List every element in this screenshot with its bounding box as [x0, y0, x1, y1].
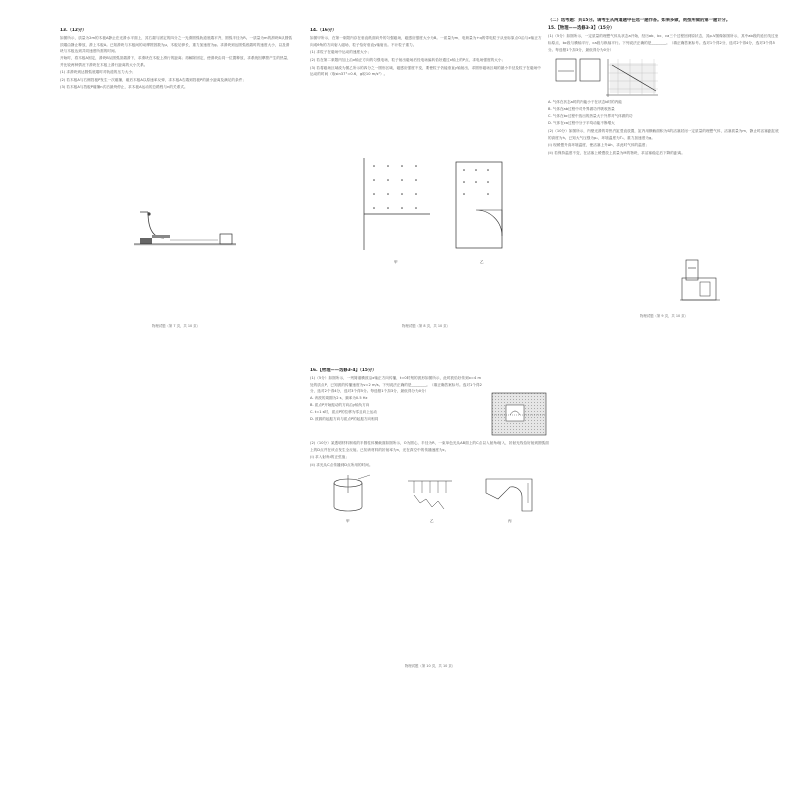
- question-16-part-2-ii: (ii) 求光从C点传播到D点所用的时间。: [310, 462, 373, 467]
- question-15-option-a: A. 气体在状态a时的内能小于在状态b时的内能: [548, 100, 622, 105]
- figure-label-yi: 乙: [480, 260, 484, 264]
- page-7-footer: 物理试题（第 7 页，共 10 页）: [151, 324, 201, 328]
- figure-label-jia: 甲: [394, 260, 398, 264]
- question-16-figure-c: [482, 473, 538, 517]
- question-16-wave-figure: [488, 375, 550, 439]
- question-16-option-a: A. 该波的周期为2 s，频率为0.5 Hz: [310, 395, 368, 400]
- figure-label-bing: 丙: [508, 518, 512, 523]
- question-15-cylinder-figure: [678, 258, 724, 304]
- question-14-figure-b: [452, 160, 512, 256]
- question-13-paragraph-2: 开始时，将木板A固定，滑块B从圆弧顶端滑下，求滑块在木板上滑行的距离；再解除固定，使滑块由同一位置释放，求系统因摩擦产生的热量，并比较两种情况下滑块在木板上滑行距离的大小关系。: [60, 55, 291, 67]
- question-14-paragraph-1: 如图甲所示，在第一象限内存在垂直纸面向外的匀强磁场，磁感应强度大小为B。一质量为m、电荷量为+q的带电粒子从坐标原点O沿与x轴正方向成θ角的方向射入磁场，粒子恰好垂直y轴射出。不计粒子重力。: [310, 36, 542, 47]
- page-8-footer: 物理试题（第 8 页，共 10 页）: [401, 324, 451, 328]
- question-13-figure: [130, 204, 240, 254]
- page-9-footer: 物理试题（第 9 页，共 10 页）: [639, 314, 689, 318]
- question-16-head: 16.【物理——选修3-4】（15分）: [310, 368, 377, 373]
- question-15-option-b: B. 气体在ab过程中对外界做功并吸收热量: [548, 107, 615, 112]
- question-15-head: 15.【物理——选修3-3】（15分）: [548, 26, 615, 32]
- question-14-head: 14.（16分）: [310, 28, 337, 33]
- question-15-figure: [548, 53, 780, 99]
- page-8: [310, 28, 542, 328]
- question-13-part-1: (1) 求滑块到达圆弧底端时对轨道的压力大小；: [60, 70, 136, 75]
- question-13-paragraph-1: 如图所示，质量为2m的木板A静止在光滑水平面上，其右端与固定的四分之一光滑圆弧轨道底端平齐，圆弧半径为R。一质量为m的滑块B从圆弧顶端由静止释放，滑上木板A。已知滑块与木板间的动摩擦因数为μ，木板足够长，重力加速度为g。求滑块到达圆弧底端时的速度大小，以及滑块与木板达到共同速度所需的时间。: [60, 36, 292, 54]
- figure-label-jia: 甲: [346, 518, 350, 523]
- figure-label-yi: 乙: [430, 518, 434, 523]
- question-14-part-3: (3) 若将磁场区域改为图乙所示的四分之一圆形区域，磁感应强度不变，要使粒子仍能垂直y轴射出，求圆形磁场区域的最小半径及粒子在磁场中运动的时间（取sin37°=0.6，g取10 m/s²）。: [310, 65, 541, 77]
- question-16-option-c: C. t=1 s时，质点P的位移为零且向上运动: [310, 409, 377, 414]
- question-16-option-b: B. 质点P开始振动的方向沿y轴负方向: [310, 402, 370, 407]
- question-15-part-2: (2)（10分）如图所示，内壁光滑的导热汽缸竖直放置，缸内用横截面积为S的活塞封闭一定质量的理想气体，活塞质量为m，静止时活塞距缸底的高度为h。已知大气压强为p₀，环境温度为T₀，重力加速度为g。: [548, 129, 779, 140]
- page-10-footer: 物理试题（第 10 页，共 10 页）: [404, 664, 456, 668]
- question-15-part-2-i: (i) 现缓慢升高环境温度，使活塞上升Δh，求此时气体的温度；: [548, 143, 650, 148]
- question-16-option-d: D. 波源的起振方向与质点P的起振方向相同: [310, 416, 379, 421]
- question-14-figure-a: [360, 156, 432, 256]
- question-16-part-2: (2)（10分）某透明材料制成的半圆柱体横截面如图所示，O为圆心，半径为R，一束单色光从AB面上的C点以入射角i射入，折射光线恰好射到圆弧面上的D点并在该点发生全反射。已知该材料的折射率为n，光在真空中的传播速度为c。: [310, 441, 549, 452]
- page-9: [548, 18, 780, 318]
- question-16-figures-row: [310, 473, 550, 529]
- elective-section-title: （二）选考题：共15分。请考生从两道题中任选一题作答。如果多做，则按所做的第一题计分。: [548, 18, 731, 23]
- question-13-part-3: (3) 若木板A与挡板P碰撞n次后最终停止，求木板A运动的总路程与n的关系式。: [60, 85, 188, 90]
- question-15-part-2-ii: (ii) 若保持温度不变，在活塞上缓慢放上质量为M的物块，求活塞稳定后下降的距离。: [548, 150, 685, 155]
- question-15-part-1: (1)（5分）如图所示，一定质量的理想气体从状态a开始，经历ab、bc、ca三个过程回到原状态，其p-V图像如图所示，其中ab段的延长线过坐标原点，bc段与横轴平行，ca段与纵轴平行。下列说法正确的是________。（填正确答案标号。选对1个得2分，选对2个得4分，选对3个得5分。每选错1个扣3分，最低得分为0分）: [548, 34, 779, 52]
- question-16-part-1: (1)（5分）如图所示，一列简谐横波沿x轴正方向传播，t=0时刻的波形如图所示，此时波恰好传到x=4 m处的质点P，已知波的传播速度为v=2 m/s。下列说法正确的是________。（填正确答案标号。选对1个得2分，选对2个得4分，选对3个得5分。每选错1个扣3分，最低得分为0分）: [310, 376, 482, 394]
- page-10: [310, 368, 550, 668]
- question-16-part-2-i: (i) 求入射角i的正弦值；: [310, 455, 349, 460]
- question-13-part-2: (2) 若木板A与右侧挡板P发生一次碰撞，碰后木板A以原速率反弹，求木板A右端到挡板P的最小距离及满足的条件；: [60, 77, 247, 82]
- question-13-head: 13.（12分）: [60, 28, 87, 33]
- question-16-figure-b: [406, 473, 458, 517]
- question-14-part-2: (2) 若在第二象限内加上沿x轴正方向的匀强电场，粒子射出磁场后经电场偏转恰好通过x轴上的P点，求电场强度的大小；: [310, 57, 506, 62]
- question-15-option-c: C. 气体在bc过程中放出的热量大于外界对气体做的功: [548, 114, 633, 119]
- page-7: [60, 28, 292, 328]
- question-14-part-1: (1) 求粒子在磁场中运动的速度大小；: [310, 50, 372, 55]
- question-16-figure-a: [328, 473, 372, 517]
- question-15-option-d: D. 气体在ca过程中分子平均动能不断增大: [548, 121, 615, 126]
